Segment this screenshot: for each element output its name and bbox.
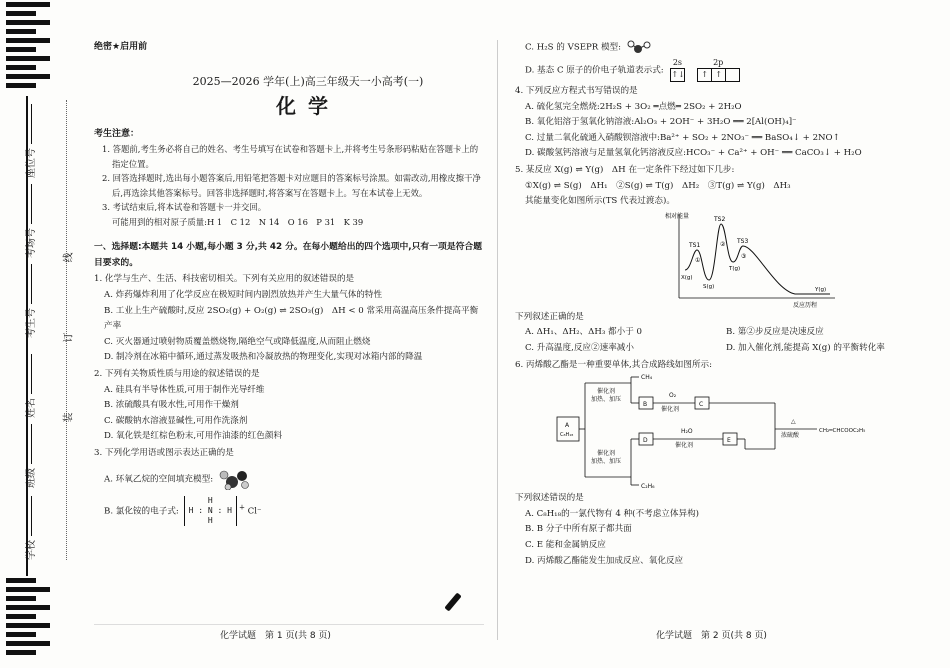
option-a: A. 硫化氢完全燃烧:2H₂S + 3O₂ ═点燃═ 2SO₂ + 2H₂O (525, 101, 742, 112)
lewis-charge: + (238, 502, 245, 512)
seat-number-label: 座位号 (22, 104, 37, 178)
question-stem: 2. 下列有关物质性质与用途的叙述错误的是 (94, 369, 260, 380)
cond-delta: △ (791, 418, 796, 426)
option-c-text: C. H₂S 的 VSEPR 模型: (525, 42, 622, 53)
energy-xlabel: 反应历程 (793, 301, 818, 309)
option-c: C. E 能和金属钠反应 (525, 540, 606, 550)
node-d: D (643, 437, 648, 445)
synthesis-route-diagram (555, 373, 915, 491)
orbital-2s-label: 2s (672, 58, 683, 68)
option-b-text: B. 氯化铵的电子式: (104, 506, 179, 517)
notes-title: 考生注意： (94, 128, 140, 139)
node-c2h6: C₂H₆ (641, 483, 655, 491)
cond-top-heat: 加热、加压 (591, 396, 622, 404)
atomic-masses: 可能用到的相对原子质量:H 1 C 12 N 14 O 16 P 31 K 39 (112, 216, 364, 227)
question-5 (515, 163, 927, 357)
node-ch4: CH₄ (641, 374, 653, 382)
dotted-cut-line (66, 100, 67, 560)
name-label: 姓名 (22, 354, 37, 418)
option-a: A. 硅具有半导体性质,可用于制作光导纤维 (104, 384, 265, 395)
option-d-text: D. 基态 C 原子的价电子轨道表示式: (525, 65, 664, 76)
lewis-h-top: H (207, 495, 213, 505)
note-item: 1. 答题前,考生务必将自己的姓名、考生号填写在试卷和答题卡上,并将考生号条形码粘贴在答题卡上的指定位置。 (102, 144, 479, 169)
orbital-2p (697, 58, 739, 82)
option-c: C. 灭火器通过喷射物质覆盖燃烧物,隔绝空气或降低温度,从而阻止燃烧 (104, 336, 371, 347)
label-s: S(g) (703, 283, 715, 290)
footer-rule (94, 624, 484, 625)
question-stem: 5. 某反应 X(g) ⇌ Y(g) ΔH 在一定条件下经过如下几步: (515, 165, 735, 176)
q3-option-d (515, 58, 927, 82)
page-1 (94, 40, 482, 526)
orbital-box: ↑ (711, 68, 726, 82)
label-step-2: ② (720, 240, 726, 248)
question-1 (94, 272, 482, 366)
page-divider (497, 40, 498, 640)
secret-mark: 绝密★启用前 (94, 42, 148, 52)
cond-d-cat: 催化剂 (675, 442, 694, 450)
option-d: D. 氧化铁是红棕色粉末,可用作油漆的红色颜料 (104, 431, 283, 442)
cond-bottom-heat: 加热、加压 (591, 458, 622, 466)
bind-char-line: 线 (63, 252, 75, 263)
label-ts1: TS1 (689, 241, 701, 249)
option-b: B. B 分子中所有原子都共面 (525, 524, 632, 535)
school-label: 学校 (22, 496, 37, 560)
node-e: E (727, 437, 731, 445)
option-d: D. 制冷剂在冰箱中循环,通过蒸发吸热和冷凝放热的物理变化,实现对冰箱内部的降温 (104, 352, 423, 363)
label-ts2: TS2 (714, 215, 726, 223)
q3-option-c (515, 40, 927, 56)
question-2 (94, 367, 482, 445)
question-stem: 6. 丙烯酸乙酯是一种重要单体,其合成路线如图所示: (515, 359, 713, 370)
energy-diagram (665, 210, 845, 310)
class-label: 班级 (22, 424, 37, 488)
option-d: D. 加入催化剂,能提高 X(g) 的平衡转化率 (726, 343, 885, 354)
exam-title: 2025—2026 学年(上)高三年级天一小高考(一) (192, 74, 424, 88)
cond-top-cat: 催化剂 (597, 388, 616, 396)
question-stem: 3. 下列化学用语或图示表达正确的是 (94, 448, 234, 458)
option-c: C. 过量二氧化硫通入硝酸钡溶液中:Ba²⁺ + SO₂ + 2NO₃⁻ ══ BaSO₄↓ + 2NO↑ (525, 132, 840, 143)
exam-room-label: 考场号 (22, 184, 37, 258)
orbital-2p-label: 2p (713, 58, 724, 68)
label-x: X(g) (681, 274, 693, 281)
lewis-n-row: H : N : H (188, 505, 232, 515)
label-t: T(g) (729, 265, 741, 272)
option-b (94, 496, 482, 526)
chloride-ion: Cl⁻ (247, 506, 262, 517)
cond-h2o: H₂O (681, 428, 693, 436)
option-a-text: A. 环氧乙烷的空间填充模型: (104, 474, 214, 485)
question-4 (515, 84, 927, 162)
cond-b-cat: 催化剂 (661, 406, 680, 414)
option-d: D. 碳酸氢钙溶液与足量氢氧化钙溶液反应:HCO₃⁻ + Ca²⁺ + OH⁻ ══ CaCO₃↓ + H₂O (525, 148, 862, 159)
reaction-steps: ①X(g) ⇌ S(g) ΔH₁ ②S(g) ⇌ T(g) ΔH₂ ③T(g) ⇌ Y(g) ΔH₃ (525, 180, 791, 191)
node-a: A (565, 422, 570, 430)
exam-number-label: 考生号 (22, 264, 37, 338)
label-ts3: TS3 (737, 237, 749, 245)
barcode-bottom (6, 578, 50, 659)
ammonium-lewis-structure (184, 496, 237, 526)
binding-strip (0, 0, 92, 668)
question-3 (94, 446, 482, 526)
option-c: C. 升高温度,反应②速率减小 (525, 343, 634, 354)
bind-char-pack: 装 (63, 412, 75, 423)
question-ask: 下列叙述错误的是 (515, 493, 584, 504)
options-row (515, 341, 927, 357)
cond-h2so4: 浓硫酸 (781, 432, 800, 440)
question-stem: 1. 化学与生产、生活、科技密切相关。下列有关应用的叙述错误的是 (94, 274, 355, 285)
option-c: C. 碳酸钠水溶液显碱性,可用作洗涤剂 (104, 415, 248, 426)
node-product: CH₂═CHCOOC₂H₅ (819, 428, 866, 435)
orbital-box: ↑ (697, 68, 712, 82)
cond-o2: O₂ (669, 392, 677, 400)
footer-page-1: 化学试题 第 1 页(共 8 页) (220, 631, 331, 641)
option-b: B. 工业上生产硫酸时,反应 2SO₂(g) + O₂(g) ⇌ 2SO₃(g) ΔH < 0 常采用高温高压条件提高平衡产率 (104, 305, 479, 332)
question-6 (515, 358, 927, 570)
option-b: B. 浓硫酸具有吸水性,可用作干燥剂 (104, 400, 239, 411)
options-row (515, 325, 927, 341)
bind-char-order: 订 (63, 332, 75, 343)
epoxide-model-icon (216, 468, 250, 490)
barcode-top (6, 2, 50, 92)
lewis-h-bottom: H (207, 515, 213, 525)
option-d: D. 丙烯酸乙酯能发生加成反应、氧化反应 (525, 555, 684, 566)
cond-bottom-cat: 催化剂 (597, 450, 616, 458)
section-heading: 一、选择题:本题共 14 小题,每小题 3 分,共 42 分。在每小题给出的四个选项中,只有一项是符合题目要求的。 (94, 242, 483, 269)
option-a: A. C₈H₁₈的一氯代物有 4 种(不考虑立体异构) (525, 508, 700, 519)
node-b: B (643, 401, 648, 409)
option-a: A. 炸药爆炸利用了化学反应在极短时间内剧烈放热并产生大量气体的特性 (104, 290, 383, 301)
question-ask: 下列叙述正确的是 (515, 311, 584, 322)
footer-page-2: 化学试题 第 2 页(共 8 页) (656, 631, 767, 641)
page-2 (515, 40, 927, 569)
orbital-box (725, 68, 740, 82)
node-c: C (699, 401, 704, 409)
label-step-1: ① (695, 256, 701, 264)
option-a: A. ΔH₁、ΔH₂、ΔH₃ 都小于 0 (525, 327, 643, 338)
diagram-intro: 其能量变化如图所示(TS 代表过渡态)。 (525, 196, 675, 207)
note-item: 2. 回答选择题时,选出每小题答案后,用铅笔把答题卡对应题目的答案标号涂黑。如需改动,用橡皮擦干净后,再选涂其他答案标号。回答非选择题时,将答案写在答题卡上。写在本试卷上无效。 (102, 173, 481, 198)
option-a (94, 468, 482, 490)
question-stem: 4. 下列反应方程式书写错误的是 (515, 86, 638, 97)
option-b: B. 第②步反应是决速反应 (726, 327, 824, 338)
label-step-3: ③ (741, 252, 747, 260)
option-b: B. 氧化铝溶于氢氧化钠溶液:Al₂O₃ + 2OH⁻ + 3H₂O ══ 2[Al(OH)₄]⁻ (525, 117, 797, 128)
node-a-formula: C₈H₁₈ (560, 432, 574, 439)
label-y: Y(g) (815, 286, 827, 293)
pen-mark (444, 592, 461, 611)
energy-ylabel: 相对能量 (665, 212, 690, 220)
note-item: 3. 考试结束后,将本试卷和答题卡一并交回。 (102, 202, 267, 213)
subject-title: 化学 (276, 94, 340, 119)
orbital-box: ↑↓ (670, 68, 685, 82)
orbital-2s (670, 58, 684, 82)
vsepr-model-icon (624, 40, 654, 54)
